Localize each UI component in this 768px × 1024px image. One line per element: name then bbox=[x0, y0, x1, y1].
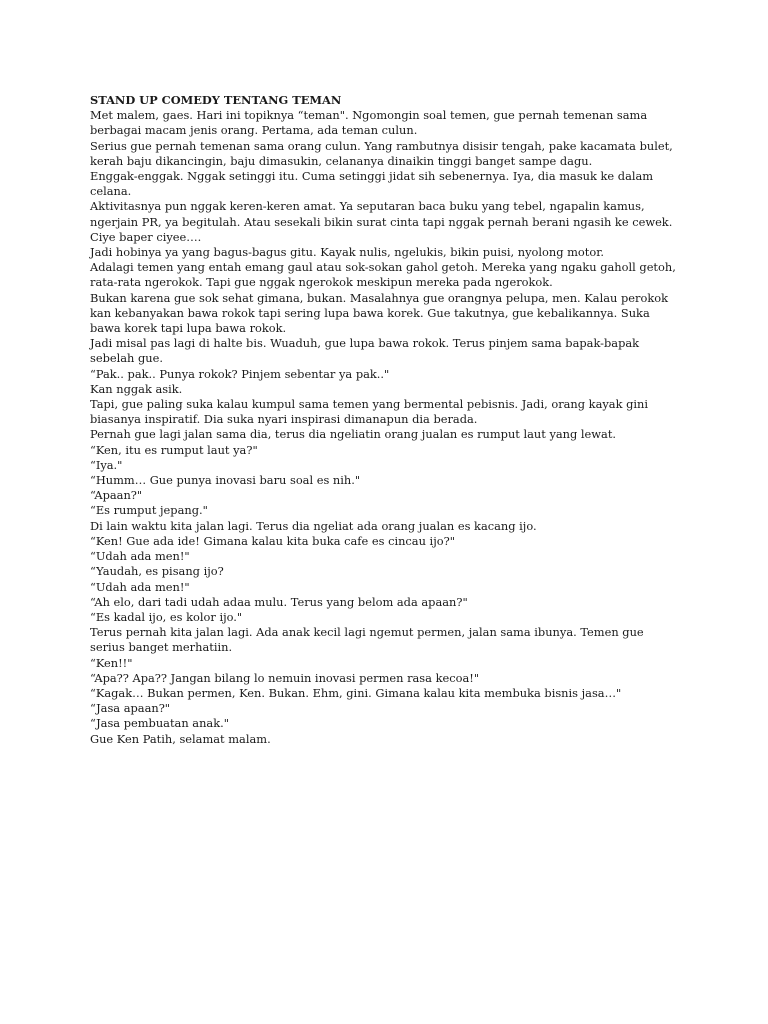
dialogue-line: “Udah ada men!" bbox=[90, 549, 190, 564]
document-page bbox=[90, 93, 680, 747]
dialogue-line: “Es rumput jepang." bbox=[90, 503, 208, 518]
paragraph: Jadi hobinya ya yang bagus-bagus gitu. Kayak nulis, ngelukis, bikin puisi, nyolong motor. bbox=[90, 245, 605, 260]
paragraph: Pernah gue lagi jalan sama dia, terus dia ngeliatin orang jualan es rumput laut yang lewat. bbox=[90, 427, 617, 442]
dialogue-line: “Pak.. pak.. Punya rokok? Pinjem sebentar ya pak.." bbox=[90, 366, 390, 381]
paragraph: Di lain waktu kita jalan lagi. Terus dia ngeliat ada orang jualan es kacang ijo. bbox=[90, 518, 537, 533]
closing-line: Gue Ken Patih, selamat malam. bbox=[90, 731, 271, 746]
dialogue-line: “Iya." bbox=[90, 457, 123, 472]
dialogue-line: “Apa?? Apa?? Jangan bilang lo nemuin inovasi permen rasa kecoa!" bbox=[90, 670, 480, 685]
dialogue-line: “Apaan?" bbox=[90, 488, 143, 503]
dialogue-line: “Ken! Gue ada ide! Gimana kalau kita buka cafe es cincau ijo?" bbox=[90, 533, 455, 548]
paragraph: Tapi, gue paling suka kalau kumpul sama temen yang bermental pebisnis. Jadi, orang kayak gini biasanya inspiratif. Dia suka nyari inspirasi dimanapun dia berada. bbox=[90, 397, 649, 427]
paragraph: Met malem, gaes. Hari ini topiknya “teman". Ngomongin soal temen, gue pernah temenan sama berbagai macam jenis orang. Pertama, ada teman culun. bbox=[90, 108, 648, 138]
dialogue-line: “Yaudah, es pisang ijo? bbox=[90, 564, 224, 579]
paragraph: Terus pernah kita jalan lagi. Ada anak kecil lagi ngemut permen, jalan sama ibunya. Temen gue serius banget merhatiin. bbox=[90, 625, 644, 655]
paragraph: Enggak-enggak. Nggak setinggi itu. Cuma setinggi jidat sih sebenernya. Iya, dia masuk ke dalam celana. bbox=[90, 169, 654, 199]
dialogue-line: “Ken, itu es rumput laut ya?" bbox=[90, 442, 258, 457]
paragraph: Kan nggak asik. bbox=[90, 381, 183, 396]
paragraph: Jadi misal pas lagi di halte bis. Wuaduh, gue lupa bawa rokok. Terus pinjem sama bapak-bapak sebelah gue. bbox=[90, 336, 640, 366]
dialogue-line: “Udah ada men!" bbox=[90, 579, 190, 594]
dialogue-line: “Jasa pembuatan anak." bbox=[90, 716, 229, 731]
dialogue-line: “Es kadal ijo, es kolor ijo." bbox=[90, 609, 243, 624]
dialogue-line: “Kagak… Bukan permen, Ken. Bukan. Ehm, gini. Gimana kalau kita membuka bisnis jasa…" bbox=[90, 685, 622, 700]
paragraph: Aktivitasnya pun nggak keren-keren amat. Ya seputaran baca buku yang tebel, ngapalin kamus, ngerjain PR, ya begitulah. Atau sesekali bikin surat cinta tapi nggak pernah berani ngasih ke cewek. Ciye baper ciyee…. bbox=[90, 199, 673, 244]
document-title: STAND UP COMEDY TENTANG TEMAN bbox=[90, 93, 342, 107]
dialogue-line: “Ah elo, dari tadi udah adaa mulu. Terus yang belom ada apaan?" bbox=[90, 594, 468, 609]
paragraph: Bukan karena gue sok sehat gimana, bukan. Masalahnya gue orangnya pelupa, men. Kalau perokok kan kebanyakan bawa rokok tapi sering lupa bawa korek. Gue takutnya, gue kebalikannya. Suka bawa korek tapi lupa bawa rokok. bbox=[90, 290, 668, 336]
dialogue-line: “Jasa apaan?" bbox=[90, 701, 171, 716]
paragraph: Serius gue pernah temenan sama orang culun. Yang rambutnya disisir tengah, pake kacamata bulet, kerah baju dikancingin, baju dimasukin, celananya dinaikin tinggi banget sampe dagu. bbox=[90, 138, 673, 168]
paragraph: Adalagi temen yang entah emang gaul atau sok-sokan gahol getoh. Mereka yang ngaku gaholl getoh, rata-rata ngerokok. Tapi gue nggak ngerokok meskipun mereka pada ngerokok. bbox=[90, 260, 676, 290]
dialogue-line: “Ken!!" bbox=[90, 655, 133, 670]
dialogue-line: “Humm… Gue punya inovasi baru soal es nih." bbox=[90, 473, 361, 488]
